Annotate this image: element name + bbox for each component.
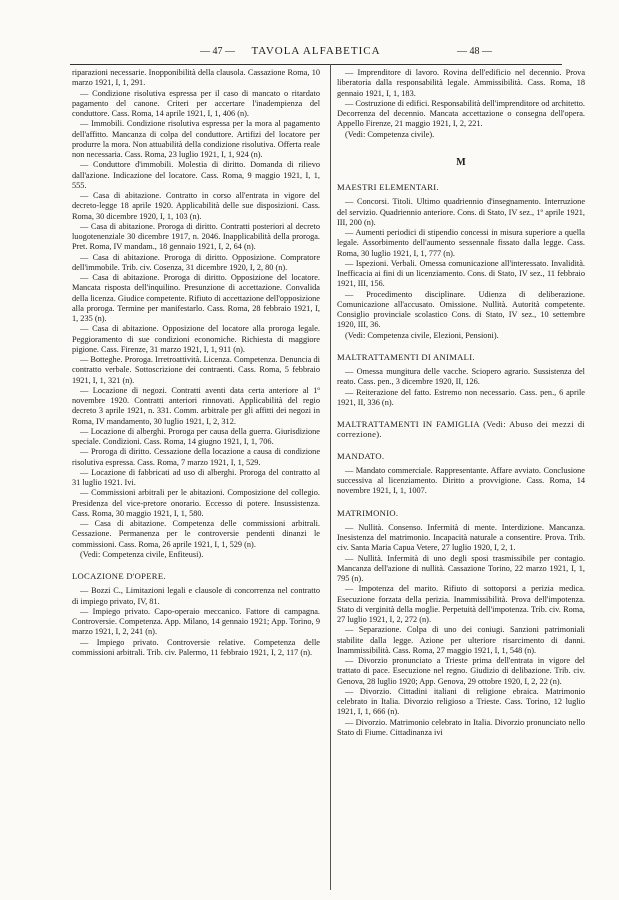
section-heading-maestri: MAESTRI ELEMENTARI.: [337, 182, 439, 192]
section-heading-animali: MALTRATTAMENTI DI ANIMALI.: [337, 351, 475, 362]
see-also: (Vedi: Competenza civile).: [345, 129, 435, 139]
entry: — Impotenza del marito. Rifiuto di sottoporsi a perizia medica. Esecuzione forzata della perizia. Inammissibilità. Prova dell'impotenza. Stato di verginità della moglie. Perpetuità dell'impotenza. Trib. civ. Roma, 27 luglio 1921, I, 2, 272 (n).: [337, 584, 585, 624]
entry: — Casa di abitazione. Proroga di diritto. Opposizione. Compratore dell'immobile. Trib. civ. Cosenza, 31 dicembre 1920, I, 2, 80 (n).: [72, 252, 320, 272]
entry: — Casa di abitazione. Proroga di diritto. Opposizione del locatore. Mancata risposta dell'inquilino. Presunzione di accettazione. Convalida della licenza. Giudice competente. Rifiuto di accettazione dell'opposizione alla proroga. Termine per manifestarlo. Cass. Roma, 28 febbraio 1921, I, 1, 235 (n).: [72, 273, 320, 323]
section-heading-famiglia: MALTRATTAMENTI IN FAMIGLIA (Vedi: Abuso dei mezzi di correzione).: [337, 419, 585, 440]
entry: — Immobili. Condizione risolutiva espressa per la mora al pagamento dell'affitto. Mancanza di colpa del conduttore. Artifizi del locatore per produrre la mora. Non attuabilità della condizione risolutiva. Offerta reale non necessaria. Cass. Roma, 23 luglio 1921, I, 1, 924 (n).: [72, 119, 320, 159]
entry: — Ispezioni. Verbali. Omessa comunicazione all'interessato. Invalidità. Inefficacia ai fini di un licenziamento. Cons. di Stato, IV sez., 11 febbraio 1921, III, 156.: [337, 258, 585, 289]
left-column: [72, 68, 320, 658]
entry: — Mandato commerciale. Rappresentante. Affare avviato. Conclusione successiva al licenziamento. Diritto a provvigione. Cass. Roma, 14 novembre 1921, I, 1, 1007.: [337, 465, 585, 496]
entry: — Divorzio pronunciato a Trieste prima dell'entrata in vigore del trattato di pace. Esecuzione nel regno. Giudizio di delibazione. Trib. civ. Genova, 28 luglio 1920; App. Genova, 29 ottobre 1920, I, 2, 22 (n).: [337, 656, 585, 686]
entry: — Nullità. Infermità di uno degli sposi trasmissibile per contagio. Mancanza dell'azione di nullità. Cassazione Torino, 22 marzo 1921, I, 1, 795 (n).: [337, 553, 585, 583]
entry: — Locazione di alberghi. Proroga per causa della guerra. Giurisdizione speciale. Condizioni. Cass. Roma, 14 giugno 1921, I, 1, 706.: [72, 426, 320, 446]
entry: — Botteghe. Proroga. Irretroattività. Licenza. Competenza. Denuncia di contratto verbale. Sottoscrizione dei contraenti. Cass. Roma, 5 febbraio 1921, I, 1, 321 (n).: [72, 355, 320, 385]
section-heading-locazione: LOCAZIONE D'OPERE.: [72, 571, 166, 581]
entry: — Proroga di diritto. Cessazione della locazione a causa di condizione risolutiva espressa. Cass. Roma, 7 marzo 1921, I, 1, 529.: [72, 447, 320, 467]
entry: — Conduttore d'immobili. Molestia di diritto. Domanda di rilievo dall'azione. Indicazione del locatore. Cass. Roma, 9 maggio 1921, I, 1, 555.: [72, 160, 320, 190]
entry: — Locazione di fabbricati ad uso di alberghi. Proroga del contratto al 31 luglio 1921. Ivi.: [72, 467, 320, 487]
page-number-right: — 48 —: [457, 46, 492, 57]
entry: — Casa di abitazione. Contratto in corso all'entrata in vigore del decreto-legge 18 aprile 1920. Applicabilità delle sue disposizioni. Cass. Roma, 30 dicembre 1920, I, 1, 103 (n).: [72, 191, 320, 221]
entry: — Concorsi. Titoli. Ultimo quadriennio d'insegnamento. Interruzione del servizio. Quadriennio anteriore. Cons. di Stato, IV sez., 1º aprile 1921, III, 200 (n).: [337, 197, 585, 227]
entry: — Separazione. Colpa di uno dei coniugi. Sanzioni patrimoniali stabilite dalla legge. Azione per ulteriore risarcimento di danni. Inammissibilità. Cass. Roma, 27 maggio 1921, I, 1, 548 (n).: [337, 625, 585, 655]
page-header: [70, 46, 562, 62]
entry: — Locazione di negozi. Contratti aventi data certa anteriore al 1º novembre 1920. Contratti anteriori rinnovati. Applicabilità del regio decreto 3 aprile 1921, n. 331. Comm. arbitrale per gli affitti dei negozi in Roma, IV mandamento, 30 luglio 1921, I, 2, 312.: [72, 385, 320, 426]
section-letter: M: [456, 156, 466, 168]
column-divider: [330, 64, 331, 890]
section-heading-matrimonio: MATRIMONIO.: [337, 507, 399, 518]
entry: — Imprenditore di lavoro. Rovina dell'edificio nel decennio. Prova liberatoria dalla responsabilità legale. Ammissibilità. Cass. Roma, 18 gennaio 1921, I, 1, 183.: [337, 68, 585, 98]
entry: — Procedimento disciplinare. Udienza di deliberazione. Comunicazione all'accusato. Omissione. Nullità. Autorità competente. Consiglio provinciale scolastico Cons. di Stato, IV sez., 10 settembre 1920, III, 36.: [337, 289, 585, 330]
header-rule: [70, 64, 562, 65]
entry: — Reiterazione del fatto. Estremo non necessario. Cass. pen., 6 aprile 1921, II, 336 (n).: [337, 387, 585, 407]
entry: — Divorzio. Cittadini italiani di religione ebraica. Matrimonio celebrato in Italia. Divorzio religioso a Trieste. Cass. Torino, 12 luglio 1921, I, 1, 666 (n).: [337, 686, 585, 717]
entry: — Commissioni arbitrali per le abitazioni. Composizione del collegio. Presidenza del vice-pretore onorario. Eccesso di potere. Insussistenza. Cass. Roma, 30 maggio 1921, I, 1, 580.: [72, 488, 320, 518]
entry: — Casa di abitazione. Competenza delle commissioni arbitrali. Cessazione. Permanenza per le controversie pendenti dinanzi le commissioni. Cass. Roma, 26 aprile 1921, I, 1, 529 (n).: [72, 519, 320, 549]
entry: — Condizione risolutiva espressa per il caso di mancato o ritardato pagamento del canone. Criteri per accertare l'inadempienza del conduttore. Cass. Roma, 14 aprile 1921, I, 1, 406 (n).: [72, 88, 320, 118]
entry: — Divorzio. Matrimonio celebrato in Italia. Divorzio pronunciato nello Stato di Fiume. Cittadinanza ivi: [337, 717, 585, 737]
entry: — Omessa mungitura delle vacche. Sciopero agrario. Sussistenza del reato. Cass. pen., 3 dicembre 1920, II, 126.: [337, 367, 585, 387]
section-heading-mandato: MANDATO.: [337, 450, 385, 461]
entry: — Casa di abitazione. Opposizione del locatore alla proroga legale. Peggioramento di sue condizioni economiche. Richiesta di maggiore pigione. Cass. Firenze, 31 marzo 1921, I, 1, 911 (n).: [72, 324, 320, 354]
entry: riparazioni necessarie. Inopponibilità della clausola. Cassazione Roma, 10 marzo 1921, I, 1, 291.: [72, 68, 320, 88]
entry: — Bozzi C., Limitazioni legali e clausole di concorrenza nel contratto di impiego privato, IV, 81.: [72, 586, 320, 606]
see-also: (Vedi: Competenza civile, Enfiteusi).: [80, 549, 204, 559]
entry: — Aumenti periodici di stipendio concessi in misura superiore a quella legale. Assorbimento dell'aumento sessennale fissato dalla legge. Cass. Roma, 30 luglio 1921, I, 1, 777 (n).: [337, 228, 585, 258]
entry: — Casa di abitazione. Proroga di diritto. Contratti posteriori al decreto luogotenenziale 30 dicembre 1917, n. 2046. Inapplicabilità della proroga. Pret. Roma, IV mandam., 18 gennaio 1921, I, 2, 64 (n).: [72, 221, 320, 252]
entry: — Impiego privato. Capo-operaio meccanico. Fattore di campagna. Controversie. Competenza. App. Milano, 14 gennaio 1921; App. Torino, 9 marzo 1921, I, 2, 241 (n).: [72, 606, 320, 637]
page-title: TAVOLA ALFABETICA: [251, 45, 381, 57]
page-number-left: — 47 —: [200, 46, 235, 57]
see-also: (Vedi: Competenza civile, Elezioni, Pensioni).: [345, 330, 499, 340]
right-column: [337, 68, 585, 738]
entry: — Nullità. Consenso. Infermità di mente. Interdizione. Mancanza. Inesistenza del matrimonio. Incapacità naturale a consentire. Prova. Trib. civ. Santa Maria Capua Vetere, 27 luglio 1920, I, 2, 1.: [337, 522, 585, 553]
entry: — Impiego privato. Controversie relative. Competenza delle commissioni arbitrali. Trib. civ. Palermo, 11 febbraio 1921, I, 2, 117 (n).: [72, 637, 320, 657]
entry: — Costruzione di edifici. Responsabilità dell'imprenditore od architetto. Decorrenza del decennio. Mancata accettazione o consegna dell'opera. Appello Firenze, 21 maggio 1921, I, 2, 221.: [337, 98, 585, 129]
